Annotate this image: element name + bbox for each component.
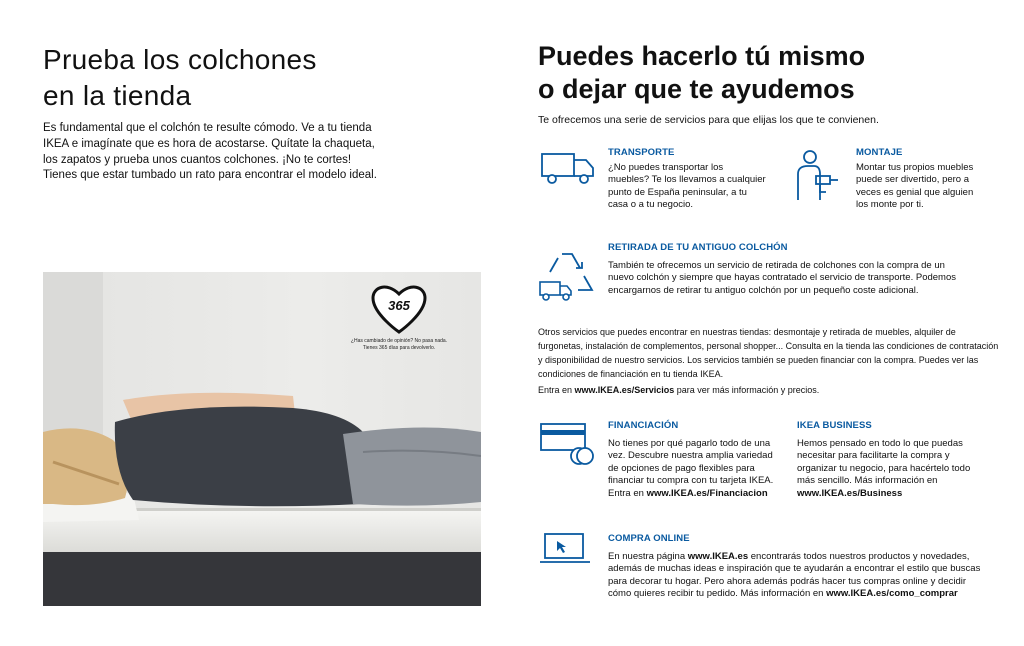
transporte-text: ¿No puedes transportar los muebles? Te los llevamos a cualquier punto de España peninsular, a tu casa o a tu negocio. <box>608 162 766 211</box>
business-title: IKEA BUSINESS <box>797 420 872 431</box>
assembler-drill-icon <box>794 148 840 204</box>
montaje-text: Montar tus propios muebles puede ser divertido, pero a veces es genial que alguien los monte por ti. <box>856 162 974 211</box>
servicios-link-line: Entra en www.IKEA.es/Servicios para ver más información y precios. <box>538 385 820 395</box>
badge-line-2: Tienes 365 días para devolverlo. <box>362 345 436 351</box>
mattress-photo <box>43 272 481 606</box>
financiacion-title: FINANCIACIÓN <box>608 420 679 431</box>
transporte-title: TRANSPORTE <box>608 147 675 158</box>
service-retirada <box>608 242 1000 297</box>
online-title: COMPRA ONLINE <box>608 533 690 544</box>
service-transporte <box>608 147 778 212</box>
left-page-title: Prueba los colchones en la tienda <box>43 44 317 111</box>
business-text: Hemos pensado en todo lo que puedas necesitar para facilitarte la compra y organizar tu negocio, para hacértelo todo más sencillo. Más información en www.IKEA.es/Business <box>797 438 971 499</box>
servicios-link[interactable]: www.IKEA.es/Servicios <box>574 385 675 395</box>
recycle-truck-icon <box>538 250 596 304</box>
retirada-title: RETIRADA DE TU ANTIGUO COLCHÓN <box>608 242 788 253</box>
retirada-text: También te ofrecemos un servicio de retirada de colchones con la compra de un nuevo colchón y siempre que hayas contratado el servicio de transporte. Podemos encargarnos de retirar tu antiguo colchón por un pequeño coste adicional. <box>608 260 957 296</box>
ikea-home-link[interactable]: www.IKEA.es <box>687 551 749 562</box>
montaje-title: MONTAJE <box>856 147 903 158</box>
financiacion-link[interactable]: www.IKEA.es/Financiacion <box>646 487 768 499</box>
laptop-cursor-icon <box>539 532 591 566</box>
como-comprar-link[interactable]: www.IKEA.es/como_comprar <box>826 588 958 600</box>
otros-servicios-text: Otros servicios que puedes encontrar en nuestras tiendas: desmontaje y retirada de muebles, alquiler de furgonetas, instalación de complementos, personal shopper... Consulta en la tienda las condiciones de contratación y disponibilidad de nuestro servicios. Los servicios también se pueden financiar con la compra. Puedes ver las condiciones de financiación en tu tienda IKEA. <box>538 327 999 379</box>
service-business <box>797 420 997 500</box>
financiacion-text: No tienes por qué pagarlo todo de una vez. Descubre nuestra amplia variedad de opciones de pago flexibles para financiar tu compra con tu tarjeta IKEA. Entra en www.IKEA.es/Financiacion <box>608 438 774 499</box>
credit-card-coins-icon <box>539 420 595 468</box>
truck-icon <box>540 150 596 186</box>
business-link[interactable]: www.IKEA.es/Business <box>797 487 903 499</box>
right-page-title: Puedes hacerlo tú mismo o dejar que te ayudemos <box>538 41 866 104</box>
left-body-text: Es fundamental que el colchón te resulte cómodo. Ve a tu tienda IKEA e imagínate que es hora de acostarse. Quítate la chaqueta, los zapatos y prueba unos cuantos colchones. ¡No te cortes! Tienes que estar tumbado un rato para encontrar el modelo ideal. <box>43 122 377 182</box>
online-text: En nuestra página www.IKEA.es encontrarás todos nuestros productos y novedades, además de muchas ideas e inspiración que te ayudarán a encontrar el estilo que buscas para decorar tu hogar. Pero ahora además podrás hacer tus compras online y decidir cómo quieres recibir tu pedido. Más información en www.IKEA.es/como_comprar <box>608 551 981 600</box>
right-intro-text: Te ofrecemos una serie de servicios para que elijas los que te convienen. <box>538 114 879 126</box>
service-online <box>608 533 1003 601</box>
service-financiacion <box>608 420 788 500</box>
badge-number: 365 <box>388 298 410 313</box>
service-montaje <box>856 147 996 212</box>
badge-line-1: ¿Has cambiado de opinión? No pasa nada. <box>350 338 448 344</box>
woman-on-mattress-image <box>43 272 481 606</box>
